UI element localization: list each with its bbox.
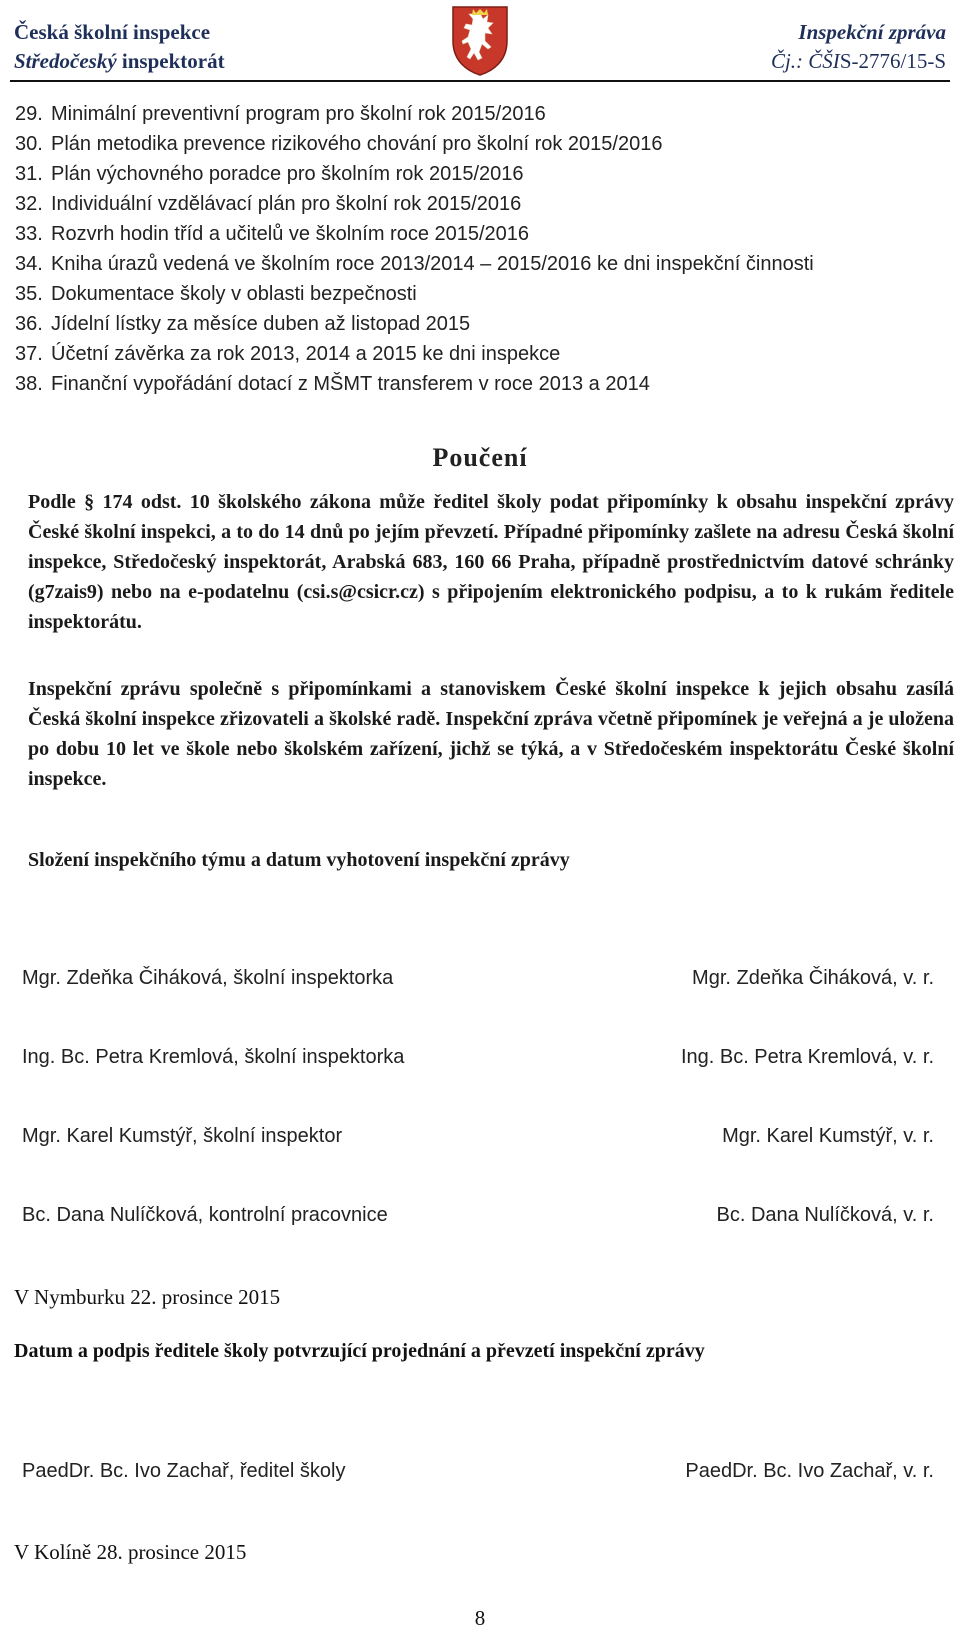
list-item: 36. Jídelní lístky za měsíce duben až listopad 2015: [15, 313, 471, 335]
signatory-name: Ing. Bc. Petra Kremlová, školní inspektorka: [22, 1046, 405, 1068]
signature-mark: Mgr. Zdeňka Čiháková, v. r.: [692, 967, 934, 989]
attachment-list: [15, 99, 814, 399]
signature-mark: Bc. Dana Nulíčková, v. r.: [716, 1204, 934, 1226]
institution-name: Česká školní inspekce: [14, 20, 211, 44]
list-item: 37. Účetní závěrka za rok 2013, 2014 a 2015 ke dni inspekce: [15, 343, 561, 365]
header-divider: [10, 80, 950, 82]
czech-lion-emblem-icon: [449, 3, 511, 77]
section-heading-pouceni: Poučení: [432, 443, 528, 472]
header-left: [14, 18, 225, 76]
director-heading: Datum a podpis ředitele školy potvrzující projednání a převzetí inspekční zprávy: [14, 1340, 705, 1362]
list-item: 32. Individuální vzdělávací plán pro školní rok 2015/2016: [15, 193, 522, 215]
list-item: 38. Finanční vypořádání dotací z MŠMT transferem v roce 2013 a 2014: [15, 373, 650, 395]
list-item: 34. Kniha úrazů vedená ve školním roce 2013/2014 – 2015/2016 ke dni inspekční činnosti: [15, 253, 814, 275]
signatory-name: Mgr. Zdeňka Čiháková, školní inspektorka: [22, 967, 394, 989]
list-item: 29. Minimální preventivní program pro školní rok 2015/2016: [15, 103, 546, 125]
place-date: V Kolíně 28. prosince 2015: [14, 1540, 247, 1564]
list-item: 35. Dokumentace školy v oblasti bezpečnosti: [15, 283, 417, 305]
inspectorate-name: Středočeský inspektorát: [14, 49, 225, 73]
list-item: 31. Plán výchovného poradce pro školním rok 2015/2016: [15, 163, 524, 185]
team-heading: Složení inspekčního týmu a datum vyhotovení inspekční zprávy: [28, 849, 570, 871]
report-type: Inspekční zpráva: [798, 20, 946, 44]
pouceni-paragraph-2: Inspekční zprávu společně s připomínkami a stanoviskem České školní inspekce k jejich obsahu zasílá Česká školní inspekce zřizovateli a školské radě. Inspekční zpráva včetně připomínek je veřejná a je uložena po dobu 10 let ve škole nebo školském zařízení, jichž se týká, a v Středočeském inspektorátu České školní inspekce.: [28, 678, 954, 790]
director-signature-mark: PaedDr. Bc. Ivo Zachař, v. r.: [685, 1460, 934, 1482]
reference-number: Čj.: ČŠIS-2776/15-S: [770, 49, 946, 73]
place-date: V Nymburku 22. prosince 2015: [14, 1285, 281, 1309]
signature-mark: Ing. Bc. Petra Kremlová, v. r.: [680, 1046, 934, 1068]
header-right: [771, 18, 946, 76]
signatory-name: Bc. Dana Nulíčková, kontrolní pracovnice: [22, 1204, 388, 1226]
list-item: 30. Plán metodika prevence rizikového chování pro školní rok 2015/2016: [15, 133, 663, 155]
signatory-name: Mgr. Karel Kumstýř, školní inspektor: [22, 1125, 343, 1147]
pouceni-paragraph-1: Podle § 174 odst. 10 školského zákona může ředitel školy podat připomínky k obsahu inspekční zprávy České školní inspekci, a to do 14 dnů po jejím převzetí. Případné připomínky zašlete na adresu Česká školní inspekce, Středočeský inspektorát, Arabská 683, 160 66 Praha, případně prostřednictvím datové schránky (g7zais9) nebo na e-podatelnu (csi.s@csicr.cz) s připojením elektronického podpisu, a to k rukám ředitele inspektorátu.: [28, 491, 954, 633]
page-number: 8: [474, 1606, 486, 1630]
signature-mark: Mgr. Karel Kumstýř, v. r.: [722, 1125, 934, 1147]
list-item: 33. Rozvrh hodin tříd a učitelů ve školním roce 2015/2016: [15, 223, 530, 245]
director-name: PaedDr. Bc. Ivo Zachař, ředitel školy: [22, 1460, 346, 1482]
